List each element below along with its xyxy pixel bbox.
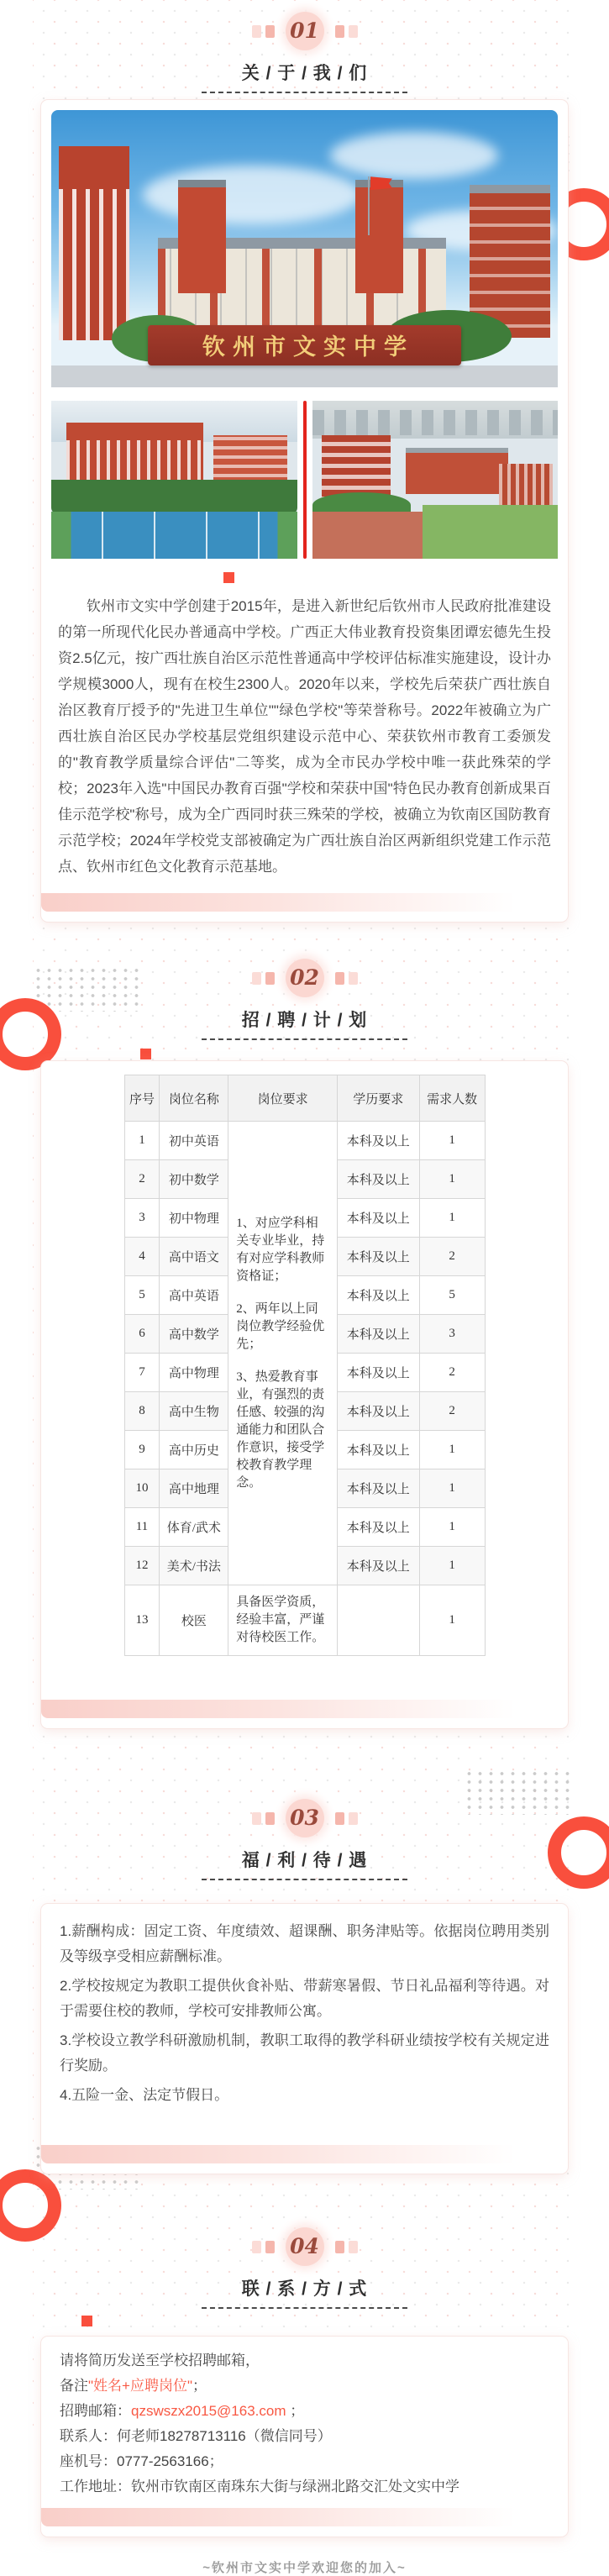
- dashed-underline: [202, 92, 407, 93]
- table-cell: 5: [124, 1276, 160, 1315]
- table-cell: 2: [124, 1160, 160, 1199]
- table-cell: 美术/书法: [160, 1547, 228, 1585]
- contact-address: 工作地址：钦州市钦南区南珠东大街与绿洲北路交汇处文实中学: [60, 2479, 459, 2495]
- school-gate-photo[interactable]: [51, 110, 558, 387]
- tick-decoration: [335, 1812, 344, 1825]
- section-header-about: [33, 12, 576, 93]
- table-cell: 本科及以上: [337, 1122, 419, 1160]
- city-skyline-shape: [312, 410, 559, 435]
- tick-decoration: [252, 25, 261, 38]
- contact-email-line: 招聘邮箱：qzswszx2015@163.com ；: [60, 2403, 305, 2419]
- section-number-row: [33, 1799, 576, 1837]
- table-cell: 3: [419, 1315, 485, 1354]
- tree-band-shape: [51, 480, 297, 514]
- campus-aerial-photo-left[interactable]: [51, 401, 297, 559]
- cloud-shape: [143, 166, 361, 224]
- tower-shape: [355, 180, 403, 292]
- tick-decoration: [349, 25, 358, 38]
- article-page: [33, 0, 576, 2575]
- table-cell: 初中数学: [160, 1160, 228, 1199]
- table-cell: 1: [419, 1160, 485, 1199]
- table-cell: 2: [419, 1354, 485, 1392]
- table-cell: 本科及以上: [337, 1160, 419, 1199]
- tick-decoration: [265, 1812, 275, 1825]
- benefit-item: 4.五险一金、法定节假日。: [60, 2087, 229, 2103]
- table-cell: 本科及以上: [337, 1508, 419, 1547]
- section-number-row: [33, 12, 576, 50]
- tick-decoration: [265, 972, 275, 985]
- section-number-badge: 04: [286, 2227, 324, 2266]
- table-cell: 2: [419, 1238, 485, 1276]
- section-number-badge: 02: [286, 959, 324, 997]
- card-bottom-gradient: [41, 2508, 568, 2526]
- column-header: 序号: [124, 1075, 160, 1122]
- table-cell: 本科及以上: [337, 1469, 419, 1508]
- table-cell: 初中英语: [160, 1122, 228, 1160]
- contact-info: [51, 2347, 558, 2500]
- table-cell: 9: [124, 1431, 160, 1469]
- table-cell: 高中物理: [160, 1354, 228, 1392]
- cloud-shape: [330, 132, 498, 179]
- table-header-row: [124, 1075, 485, 1122]
- table-cell: 具备医学资质，经验丰富，严谨对待校医工作。: [228, 1585, 338, 1656]
- benefit-item: 2.学校按规定为教职工提供伙食补贴、带薪寒暑假、节日礼品福利等待遇。对于需要住校的教师，学校可安排教师公寓。: [60, 1978, 549, 2019]
- recruitment-table-body: [124, 1122, 485, 1656]
- table-cell: 1: [419, 1431, 485, 1469]
- table-cell: 1: [419, 1469, 485, 1508]
- column-header: 岗位名称: [160, 1075, 228, 1122]
- section-title: 招 / 聘 / 计 / 划: [241, 1011, 368, 1030]
- table-cell: 1: [419, 1547, 485, 1585]
- tick-decoration: [335, 972, 344, 985]
- table-cell: 5: [419, 1276, 485, 1315]
- building-shape: [406, 448, 509, 494]
- table-cell: 高中语文: [160, 1238, 228, 1276]
- table-cell: 1: [419, 1122, 485, 1160]
- tick-decoration: [252, 972, 261, 985]
- section-number-row: [33, 2227, 576, 2266]
- table-cell: 本科及以上: [337, 1315, 419, 1354]
- red-square-decoration: [81, 2316, 92, 2326]
- table-cell: 2: [419, 1392, 485, 1431]
- table-cell: 体育/武术: [160, 1508, 228, 1547]
- contact-intro: 请将简历发送至学校招聘邮箱，: [60, 2353, 260, 2368]
- section-header-benefits: [33, 1799, 576, 1880]
- tick-decoration: [335, 25, 344, 38]
- table-cell: 1: [124, 1122, 160, 1160]
- basketball-court-shape: [51, 512, 297, 559]
- section-title: 福 / 利 / 待 / 遇: [241, 1851, 368, 1870]
- table-cell: 13: [124, 1585, 160, 1656]
- section-title: 联 / 系 / 方 / 式: [241, 2279, 368, 2299]
- tick-decoration: [349, 1812, 358, 1825]
- benefit-item: 3.学校设立教学科研激励机制，教职工取得的教学科研业绩按学校有关规定进行奖励。: [60, 2032, 549, 2074]
- tower-shape: [178, 180, 226, 292]
- note-highlight: "姓名+应聘岗位": [88, 2378, 192, 2394]
- tick-decoration: [265, 2241, 275, 2253]
- shared-requirement-cell: 1、对应学科相关专业毕业，持有对应学科教师资格证； 2、两年以上同岗位教学经验优先； 3、热爱教育事业，有强烈的责任感、较强的沟通能力和团队合作意识，接受学校教育教学理念。: [228, 1122, 338, 1585]
- tick-decoration: [349, 972, 358, 985]
- email-address[interactable]: qzswszx2015@163.com: [131, 2403, 286, 2419]
- sports-field-shape: [423, 505, 558, 559]
- table-cell: 本科及以上: [337, 1199, 419, 1238]
- campus-aerial-photo-right[interactable]: [312, 401, 559, 559]
- section-header-contact: [33, 2227, 576, 2309]
- red-square-decoration: [140, 1049, 151, 1059]
- table-row: [124, 1122, 485, 1160]
- red-square-decoration: [223, 572, 234, 583]
- running-track-shape: [312, 512, 423, 559]
- table-cell: 10: [124, 1469, 160, 1508]
- section-title: 关 / 于 / 我 / 们: [241, 64, 368, 83]
- section-number-badge: 01: [286, 12, 324, 50]
- page-footer: ~钦州市文实中学欢迎您的加入~: [202, 2561, 407, 2575]
- card-bottom-gradient: [41, 2145, 568, 2163]
- card-bottom-gradient: [41, 893, 568, 912]
- table-cell: 8: [124, 1392, 160, 1431]
- flagpole-shape: [368, 176, 370, 235]
- benefits-list: [51, 1914, 558, 2108]
- table-cell: 7: [124, 1354, 160, 1392]
- table-cell: 高中历史: [160, 1431, 228, 1469]
- dashed-underline: [202, 1038, 407, 1040]
- tick-decoration: [252, 1812, 261, 1825]
- about-paragraph: 钦州市文实中学创建于2015年，是进入新世纪后钦州市人民政府批准建设的第一所现代化民办普通高中学校。广西正大伟业教育投资集团谭宏德先生投资2.5亿元，按广西壮族自治区示范性普通高中学校评估标准实施建设，设计办学规模3000人，现有在校生2300人。2020年以来，学校先后荣获广西壮族自治区教育厅授予的"先进卫生单位""绿色学校"等荣誉称号。2022年被确立为广西壮族自治区民办学校基层党组织建设示范中心、荣获钦州市教育工委颁发的"教育教学质量综合评估"二等奖，成为全市民办学校中唯一获此殊荣的学校；2023年入选"中国民办教育百强"学校和荣获中国"特色民办教育创新成果百佳示范学校"称号，成为全广西同时获三殊荣的学校，被确立为钦南区国防教育示范学校；2024年学校党支部被确定为广西壮族自治区两新组织党建工作示范点、钦州市红色文化教育示范基地。: [58, 598, 551, 875]
- table-cell: 1: [419, 1199, 485, 1238]
- dashed-underline: [202, 2307, 407, 2309]
- ground-shape: [51, 365, 558, 387]
- campus-photo-row: [51, 401, 558, 559]
- table-cell: 高中数学: [160, 1315, 228, 1354]
- section-number-badge: 03: [286, 1799, 324, 1837]
- building-shape: [213, 435, 287, 486]
- table-cell: 本科及以上: [337, 1392, 419, 1431]
- column-header: 岗位要求: [228, 1075, 338, 1122]
- table-cell: 12: [124, 1547, 160, 1585]
- card-bottom-gradient: [41, 1700, 568, 1718]
- tick-decoration: [335, 2241, 344, 2253]
- table-cell: 1: [419, 1508, 485, 1547]
- table-cell: 6: [124, 1315, 160, 1354]
- recruitment-card: [41, 1061, 568, 1728]
- table-cell: 高中地理: [160, 1469, 228, 1508]
- recruitment-table: [124, 1075, 486, 1656]
- table-cell: 11: [124, 1508, 160, 1547]
- tick-decoration: [265, 25, 275, 38]
- table-cell: 高中英语: [160, 1276, 228, 1315]
- column-header: 学历要求: [337, 1075, 419, 1122]
- benefits-card: [41, 1904, 568, 2174]
- table-cell: 本科及以上: [337, 1276, 419, 1315]
- contact-note: 备注"姓名+应聘岗位"；: [60, 2378, 207, 2394]
- table-cell: 本科及以上: [337, 1547, 419, 1585]
- contact-landline: 座机号：0777-2563166；: [60, 2453, 223, 2469]
- building-shape: [59, 146, 129, 340]
- building-shape: [66, 423, 204, 482]
- table-cell: 初中物理: [160, 1199, 228, 1238]
- section-header-recruitment: [33, 959, 576, 1040]
- table-cell: 本科及以上: [337, 1354, 419, 1392]
- school-gate-sign: [148, 325, 462, 365]
- contact-card: [41, 2337, 568, 2537]
- school-name-text: 钦州市文实中学: [202, 334, 414, 361]
- table-cell: 4: [124, 1238, 160, 1276]
- column-header: 需求人数: [419, 1075, 485, 1122]
- table-row: [124, 1585, 485, 1656]
- table-cell: 本科及以上: [337, 1431, 419, 1469]
- section-number-row: [33, 959, 576, 997]
- table-cell: 高中生物: [160, 1392, 228, 1431]
- table-cell: 校医: [160, 1585, 228, 1656]
- about-card: [41, 100, 568, 922]
- dashed-underline: [202, 1879, 407, 1880]
- contact-person: 联系人：何老师18278713116（微信同号）: [60, 2428, 332, 2444]
- benefit-item: 1.薪酬构成：固定工资、年度绩效、超课酬、职务津贴等。依据岗位聘用类别及等级享受相应薪酬标准。: [60, 1923, 549, 1964]
- table-cell: [337, 1585, 419, 1656]
- table-cell: 本科及以上: [337, 1238, 419, 1276]
- tick-decoration: [349, 2241, 358, 2253]
- table-cell: 3: [124, 1199, 160, 1238]
- red-photo-divider: [303, 401, 307, 559]
- tick-decoration: [252, 2241, 261, 2253]
- table-cell: 1: [419, 1585, 485, 1656]
